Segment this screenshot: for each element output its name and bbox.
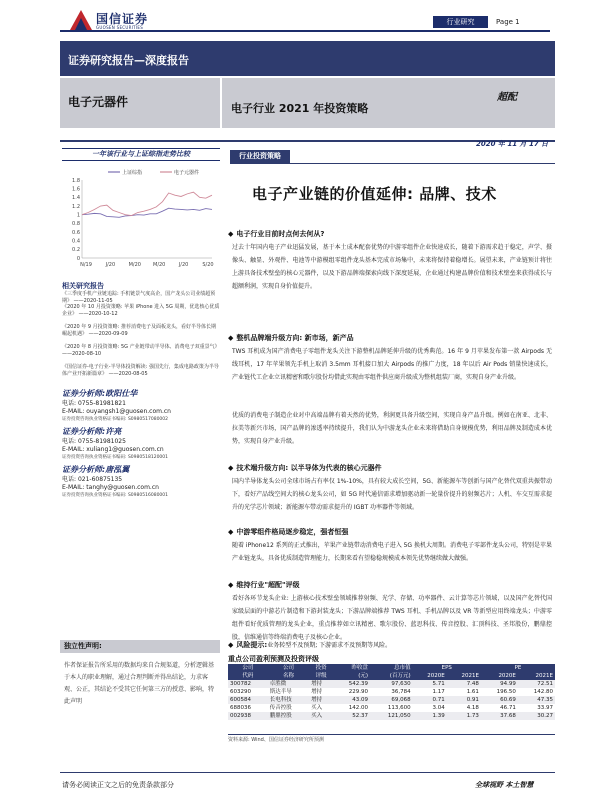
table-cell: 229.90 — [348, 689, 369, 695]
table-header-cell: (元) — [358, 673, 369, 679]
section-text-rating: 看好各环节龙头企业: 上游核心技术壁垒领域推荐射频、光学、存储、功率器件、云计算等芯片领域，以及国产化替代国家级层面的中游芯片制造和下游封装龙头；下游品牌端推荐 TWS 耳机、手机品牌以及 VR 等新型应用终端龙头；中游零组件看好优质管理的龙头企业，重点推荐如立讯精密、歌尔股份、蓝思科技、传音控股、汇顶科技、圣邦股份，鹏鼎控股，信维通信等终端消费电子及核心企业。 — [232, 595, 552, 641]
risk-warning: ◆ 风险提示:业务转型不及预期; 下游需求不及预期等风险。 — [228, 640, 391, 650]
disclaimer-title: 独立性声明: — [60, 640, 220, 653]
disclaimer-text: 作者保证报告所采用的数据均来自合规渠道，分析逻辑基于本人的职业理解，通过合理判断并得出结论，力求客观、公正，其结论不受其它任何第三方的授意、影响，特此声明 — [64, 662, 215, 705]
table-cell: 37.68 — [500, 713, 516, 719]
section-text-outlook: 过去十年国内电子产业迅猛发展，基于本土成本配套优势的中游零组件企业快速成长，随着下游需求趋于稳定，声学、摄像头、触显、外观件、电池等中游模组零组件龙头基本完成市场集中，未来将保持着稳增长。展望未来，产业链预计将往上游具备技术壁垒的核心元器件，以及下游品牌端探索向线下深度延展，企业通过构建品牌价值和技术壁垒来获得成长与超额利润，实现自身价值提升。 — [232, 244, 552, 290]
analyst-1-email[interactable]: E-MAIL: ouyangsh1@guosen.com.cn — [62, 408, 171, 415]
x-tick-label: N/19 — [80, 262, 92, 268]
section-title-rating: ◆ 维持行业"超配"评级 — [228, 580, 300, 590]
footer-divider — [60, 772, 555, 773]
table-cell: 1.73 — [466, 713, 479, 719]
page-number: Page 1 — [496, 18, 520, 26]
table-header-cell: 投资 — [315, 665, 327, 671]
table-header-cell: 公司 — [282, 665, 294, 671]
analyst-1-tel: 电话: 0755-81981821 — [62, 400, 126, 407]
table-header-cell: 2021E — [535, 673, 553, 679]
section-tag-divider — [230, 163, 555, 164]
y-tick-label: 0.4 — [72, 238, 80, 245]
x-tick-label: S/20 — [202, 262, 214, 268]
section-text-brand: TWS 耳机成为国产消费电子零组件龙头关注下游整机品牌延伸升级的优秀典范。16 年 9 月苹果发布第一款 Airpods 无线耳机，17 年苹果领先手机上取消 3.5mm 耳机接口加大 Airpods 的推广力度，18 年以后 Air Pods 销量快速成长，产业链代工企业立讯精密和歌尔股份均借此实现由零组件供应商升级成为整机组装厂商，实现自身产业升级。 — [232, 348, 552, 381]
table-cell: 0.71 — [432, 697, 445, 703]
table-cell: 5.71 — [432, 681, 445, 687]
table-header-cell: 代码 — [242, 673, 254, 679]
table-header-cell: 2020E — [498, 673, 516, 679]
x-tick-label: J/20 — [105, 262, 116, 268]
table-header-cell: 评级 — [315, 673, 327, 679]
section-title-outlook: ◆ 电子行业目前时点何去何从? — [228, 229, 324, 239]
table-cell: 300782 — [230, 681, 251, 687]
related-report-item[interactable]: 《国信证券-电子行业-半导体投资解读: 强国先行，集成电路政策为半导体产业开拓新篇章》 ——2020-08-05 — [62, 364, 219, 377]
y-tick-label: 1.8 — [72, 177, 80, 184]
analyst-2: 证券分析师:许亮 — [62, 427, 122, 436]
table-cell: 买入 — [311, 713, 323, 719]
analyst-3-tel: 电话: 021-60875135 — [62, 476, 123, 483]
table-header-row-2 — [228, 672, 555, 680]
table-header-cell: (百万元) — [389, 673, 411, 679]
logo-name-en: GUOSEN SECURITIES — [96, 25, 144, 30]
logo-name-cn: 国信证券 — [96, 12, 149, 26]
table-cell: 33.97 — [537, 705, 553, 711]
series-line-0 — [82, 208, 212, 217]
y-tick-label: 1.4 — [72, 195, 80, 202]
table-cell: 1.17 — [432, 689, 445, 695]
y-tick-label: 0.2 — [72, 247, 80, 254]
table-cell: 603290 — [230, 689, 251, 695]
table-row — [228, 712, 555, 720]
sector-name: 电子元器件 — [68, 95, 129, 109]
table-cell: 4.18 — [466, 705, 479, 711]
related-report-item[interactable]: 《2020 年 10 月投资策略: 苹果 iPhone 进入 5G 周期，优选核心优质企业》 ——2020-10-12 — [62, 304, 220, 317]
forecast-table — [228, 664, 555, 720]
table-cell: 72.51 — [537, 681, 553, 687]
table-cell: 113,600 — [387, 705, 411, 711]
y-tick-label: 1 — [76, 212, 80, 219]
table-cell: 鹏鼎控股 — [269, 713, 292, 719]
table-cell: 1.61 — [466, 689, 479, 695]
table-cell: 142.00 — [348, 705, 369, 711]
table-cell: 142.80 — [533, 689, 553, 695]
footer-disclaimer: 请务必阅读正文之后的免责条款部分 — [62, 781, 174, 789]
report-date: 2020 年 11 月 17 日 — [476, 140, 549, 148]
table-header-cell: 总市值 — [394, 665, 411, 671]
table-cell: 0.91 — [466, 697, 479, 703]
table-cell: 52.37 — [352, 713, 369, 719]
related-reports-title: 相关研究报告 — [62, 282, 104, 290]
table-header-cell: 2021E — [461, 673, 479, 679]
table-header-cell: PE — [514, 665, 522, 671]
table-cell: 196.50 — [496, 689, 516, 695]
table-cell: 69,068 — [391, 697, 411, 703]
table-cell: 542.39 — [348, 681, 369, 687]
table-cell: 43.09 — [352, 697, 369, 703]
table-cell: 买入 — [311, 705, 323, 711]
table-cell: 3.04 — [432, 705, 445, 711]
table-cell: 1.39 — [432, 713, 445, 719]
table-row — [228, 680, 555, 688]
report-title: 电子行业 2021 年投资策略 — [231, 102, 369, 115]
x-tick-label: M/20 — [128, 262, 141, 268]
table-cell: 60.69 — [500, 697, 516, 703]
logo-mark-icon — [68, 8, 94, 32]
analyst-2-tel: 电话: 0755-81981025 — [62, 438, 126, 445]
table-row — [228, 688, 555, 696]
section-title-midstream: ◆ 中游零组件格局逐步稳定，强者恒强 — [228, 527, 348, 537]
table-title: 重点公司盈利预测及投资评级 — [228, 655, 319, 663]
table-cell: 600584 — [230, 697, 251, 703]
table-header-cell: 公司 — [242, 665, 254, 671]
report-type: 证券研究报告—深度报告 — [68, 54, 189, 67]
analyst-3: 证券分析师:唐泓翼 — [62, 465, 130, 474]
table-header-cell: 2020E — [427, 673, 445, 679]
rating: 超配 — [497, 92, 517, 103]
table-cell: 97,630 — [391, 681, 411, 687]
section-text-brand-2: 优质的消费电子制造企业对中高端品牌有着天然的优势，利润更具备升级空间，实现自身产品升级。例如在南亚、北非、拉美等新兴市场，国产品牌的渗透率持续提升，我们认为中游龙头企业未来将借助自身规模优势，利用品牌及制造成本优势，实现自身产业升级。 — [232, 412, 552, 445]
series-line-1 — [82, 192, 212, 215]
header-divider — [60, 30, 550, 32]
table-cell: 46.71 — [500, 705, 516, 711]
table-cell: 传音控股 — [269, 705, 292, 711]
table-cell: 688036 — [230, 705, 251, 711]
table-cell: 长电科技 — [269, 697, 292, 703]
section-text-midstream: 随着 iPhone12 系列的正式推出，苹果产业链带动消费电子进入 5G 换机大周期。消费电子零部件龙头公司，特别是苹果产业链龙头，具备优质制造管理能力，长期来看有望稳稳规模成本领先优势继续做大做强。 — [232, 542, 552, 562]
analyst-1: 证券分析师:欧阳仕华 — [62, 389, 138, 398]
x-tick-label: M/20 — [153, 262, 166, 268]
table-cell: 增持 — [311, 689, 323, 695]
y-tick-label: 1.6 — [72, 186, 80, 193]
table-header-row-1 — [228, 664, 555, 672]
y-tick-label: 0.8 — [72, 221, 80, 228]
section-tag: 行业投资策略 — [230, 150, 290, 163]
table-header-cell: 昨收盘 — [351, 665, 369, 671]
section-text-tech: 国内半导体龙头公司全球市场占有率仅 1%-10%，具有较大成长空间，5G、新能源车等创新与国产化替代双重共振带动下，看好产品线空间大的核心龙头公司，如 5G 时代通信需求增加驱动新一轮量价提升的射频芯片；人机、车交互需求提升的光学芯片领域；新能源车带动需求提升的 IGBT 功率器件等领域。 — [232, 478, 552, 511]
section-title-brand: ◆ 整机品牌端升级方向: 新市场，新产品 — [228, 333, 354, 343]
table-cell: 30.27 — [537, 713, 553, 719]
table-header-cell: 名称 — [282, 673, 294, 679]
y-tick-label: 1.2 — [72, 203, 80, 210]
performance-chart — [60, 164, 220, 274]
analyst-2-email[interactable]: E-MAIL: xuliang1@guosen.com.cn — [62, 446, 164, 453]
table-bottom-rule — [228, 734, 555, 735]
table-cell: 121,050 — [387, 713, 411, 719]
related-report-item[interactable]: 《三季度手机产业链追踪: 手机链景气度高企，国产龙头公司业绩超预期》 ——2020-11-05 — [62, 291, 216, 304]
table-row — [228, 696, 555, 704]
analyst-3-email[interactable]: E-MAIL: tanghy@guosen.com.cn — [62, 484, 159, 491]
analyst-3-cert: 证券投资咨询执业资格证书编码: S0980516080001 — [62, 493, 169, 498]
table-cell: 36,784 — [391, 689, 411, 695]
table-cell: 卓胜微 — [269, 681, 287, 687]
related-report-item[interactable]: 《2020 年 9 月投资策略: 推荐消费电子及面板龙头，看好半导体长期崛起机遇》 ——2020-09-09 — [62, 324, 216, 337]
chart-title: 一年该行业与上证综指走势比较 — [62, 148, 220, 161]
table-header-cell: EPS — [441, 665, 452, 671]
header-category-tag: 行业研究 — [433, 16, 488, 28]
table-cell: 斯达半导 — [269, 689, 292, 695]
table-cell: 增持 — [311, 697, 323, 703]
section-title-tech: ◆ 技术端升级方向: 以半导体为代表的核心元器件 — [228, 463, 382, 473]
y-tick-label: 0.6 — [72, 229, 80, 236]
table-source: 资料来源: Wind、国信证券经济研究所预测 — [228, 737, 324, 743]
table-cell: 增持 — [311, 681, 323, 687]
related-report-item[interactable]: 《2020 年 8 月投资策略: 5G 产业链带动半导体、消费电子双重景气》 ——2020-08-10 — [62, 344, 220, 357]
y-tick-label: 0 — [76, 255, 80, 262]
legend-label: 上证综指 — [122, 170, 143, 176]
analyst-2-cert: 证券投资咨询执业资格证书编码: S0980518120001 — [62, 455, 169, 460]
x-tick-label: J/20 — [178, 262, 189, 268]
analyst-1-cert: 证券投资咨询执业资格证书编码: S0980517080002 — [62, 417, 169, 422]
table-row — [228, 704, 555, 712]
headline: 电子产业链的价值延伸: 品牌、技术 — [252, 185, 497, 203]
table-cell: 94.99 — [500, 681, 516, 687]
table-cell: 7.48 — [466, 681, 479, 687]
table-cell: 002938 — [230, 713, 251, 719]
legend-label: 电子元器件 — [174, 170, 200, 176]
table-cell: 47.35 — [537, 697, 553, 703]
footer-slogan: 全球视野 本土智慧 — [475, 781, 534, 789]
